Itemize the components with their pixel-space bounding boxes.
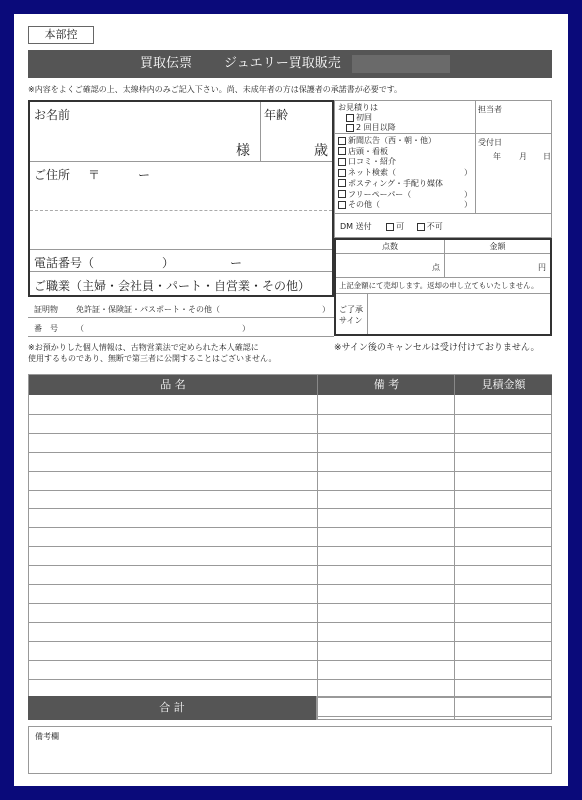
table-row[interactable] [29,527,551,546]
table-row[interactable] [29,546,551,565]
phone-label: 電話番号（ [34,256,95,270]
title-bar [28,50,552,78]
table-row[interactable] [29,433,551,452]
checkbox-icon[interactable] [338,158,346,166]
amount-header: 金額 [444,240,550,254]
name-suffix: 様 [236,143,250,159]
source-option[interactable] [338,179,472,190]
source-close-paren: ） [464,200,472,210]
source-option-label: 店頭・看板 [348,146,388,156]
redacted-block [352,55,450,73]
count-field[interactable] [336,254,444,278]
id-number-field[interactable] [84,319,238,335]
sale-agreement-note: 上記金額にて売却します。返却の申し立てもいたしません。 [336,278,550,294]
dm-row [340,221,443,232]
sign-label: ご了承 サイン [336,294,368,334]
count-unit: 点 [432,263,440,272]
name-age-divider [260,102,261,162]
occupation-row[interactable] [30,272,332,295]
age-label: 年齢 [264,108,289,122]
col-header-estimate: 見積金額 [454,375,552,395]
count-header: 点数 [336,240,444,254]
memo-box[interactable] [28,726,552,774]
office-divider-v [475,101,476,213]
id-number-close: ） [242,324,250,333]
points-amount-box [334,238,552,336]
table-row[interactable] [29,452,551,471]
name-field[interactable] [32,122,256,158]
office-divider-h1 [335,133,551,134]
checkbox-icon[interactable] [417,223,425,231]
table-row[interactable] [29,584,551,603]
table-row[interactable] [29,679,551,698]
table-row[interactable] [29,660,551,679]
source-option-label: ネット検索（ [348,168,396,178]
address-field[interactable] [32,184,330,246]
table-row[interactable] [29,490,551,509]
office-use-box [334,100,552,238]
checkbox-icon[interactable] [386,223,394,231]
checkbox-icon[interactable] [338,179,346,187]
id-proof-label: 証明物 [34,305,58,314]
address-row [30,162,332,250]
privacy-note-line1: ※お預かりした個人情報は、古物営業法で定められた本人確認に [28,343,259,352]
source-option-label: 口コミ・紹介 [348,157,396,167]
dm-yes[interactable]: 可 [386,222,404,231]
office-divider-h2 [335,213,551,214]
table-row[interactable] [29,622,551,641]
table-row[interactable] [29,471,551,490]
table-row[interactable] [29,395,551,414]
postal-dash: ー [138,168,151,182]
table-row[interactable] [29,565,551,584]
privacy-note [28,342,276,364]
privacy-note-line2: 使用するものであり、無断で第三者に公開することはございません。 [28,354,277,363]
table-row[interactable] [29,508,551,527]
form-title: 買取伝票 [140,56,193,71]
source-option[interactable] [338,157,472,168]
estimate-first[interactable]: 初回 [338,113,396,123]
checkbox-icon[interactable] [338,147,346,155]
col-header-remarks: 備 考 [317,375,455,395]
source-option-label: ポスティング・手配り媒体 [348,178,444,188]
dm-label: DM 送付 [340,222,372,231]
source-option-label: 新聞広告（西・朝・他） [348,136,436,145]
checkbox-icon[interactable] [338,137,346,145]
memo-label: 備考欄 [35,732,59,741]
source-close-paren: ） [464,189,472,199]
postal-mark: 〒 [88,168,101,182]
checkbox-icon[interactable] [346,114,354,122]
instructions-note: ※内容をよくご確認の上、太線枠内のみご記入下さい。尚、未成年者の方は保護者の承諾書が必要です。 [28,85,403,94]
cancel-note: ※サイン後のキャンセルは受け付けておりません。 [334,343,540,353]
reception-year: 年 [493,152,501,161]
address-label: ご住所 [34,168,71,182]
source-option[interactable] [338,200,472,211]
source-option[interactable] [338,136,472,147]
signature-field[interactable] [368,294,550,334]
id-proof-close: ） [322,305,330,314]
dm-no[interactable]: 不可 [417,222,443,231]
items-table [28,374,552,720]
source-option-label: フリーペーパー（ [348,189,412,199]
checkbox-icon[interactable] [346,124,354,132]
checkbox-icon[interactable] [338,201,346,209]
col-header-item: 品 名 [29,375,317,395]
age-field[interactable] [264,122,310,158]
total-label: 合 計 [28,696,316,720]
table-row[interactable] [29,641,551,660]
source-option[interactable] [338,168,472,179]
id-number-label: 番 号 [34,324,58,333]
id-proof-options[interactable]: 免許証・保険証・パスポート・その他（ [76,305,220,314]
id-divider [28,317,334,318]
estimate-label: お見積りは [338,103,378,112]
total-field[interactable] [316,696,552,720]
amount-unit: 円 [538,263,546,272]
source-option[interactable] [338,147,472,158]
phone-dash: ー [230,256,243,270]
staff-label: 担当者 [478,105,502,114]
office-stamp-box: 本部控 [28,26,94,44]
estimate-repeat[interactable]: 2 回目以降 [338,123,396,133]
phone-close-paren: ） [162,256,175,270]
source-option-label: その他（ [348,200,380,210]
name-label: お名前 [34,108,71,122]
checkbox-icon[interactable] [338,190,346,198]
source-close-paren: ） [464,168,472,178]
table-row[interactable] [29,603,551,622]
id-number-open: （ [76,324,84,333]
reception-label: 受付日 [478,138,502,147]
form-page [14,14,568,786]
reception-month: 月 [519,152,527,161]
id-proof-section [28,297,334,337]
phone-row[interactable] [30,250,332,272]
table-row[interactable] [29,414,551,433]
amount-field[interactable] [444,254,550,278]
age-suffix: 歳 [314,143,328,159]
name-row [30,102,332,162]
estimate-block [338,103,396,133]
form-subtitle: ジュエリー買取販売 [224,56,341,71]
checkbox-icon[interactable] [338,169,346,177]
occupation-options: ご職業（主婦・会社員・パート・自営業・その他） [34,279,311,293]
customer-info-box [28,100,334,297]
source-option[interactable] [338,190,472,201]
reception-day: 日 [543,152,551,161]
